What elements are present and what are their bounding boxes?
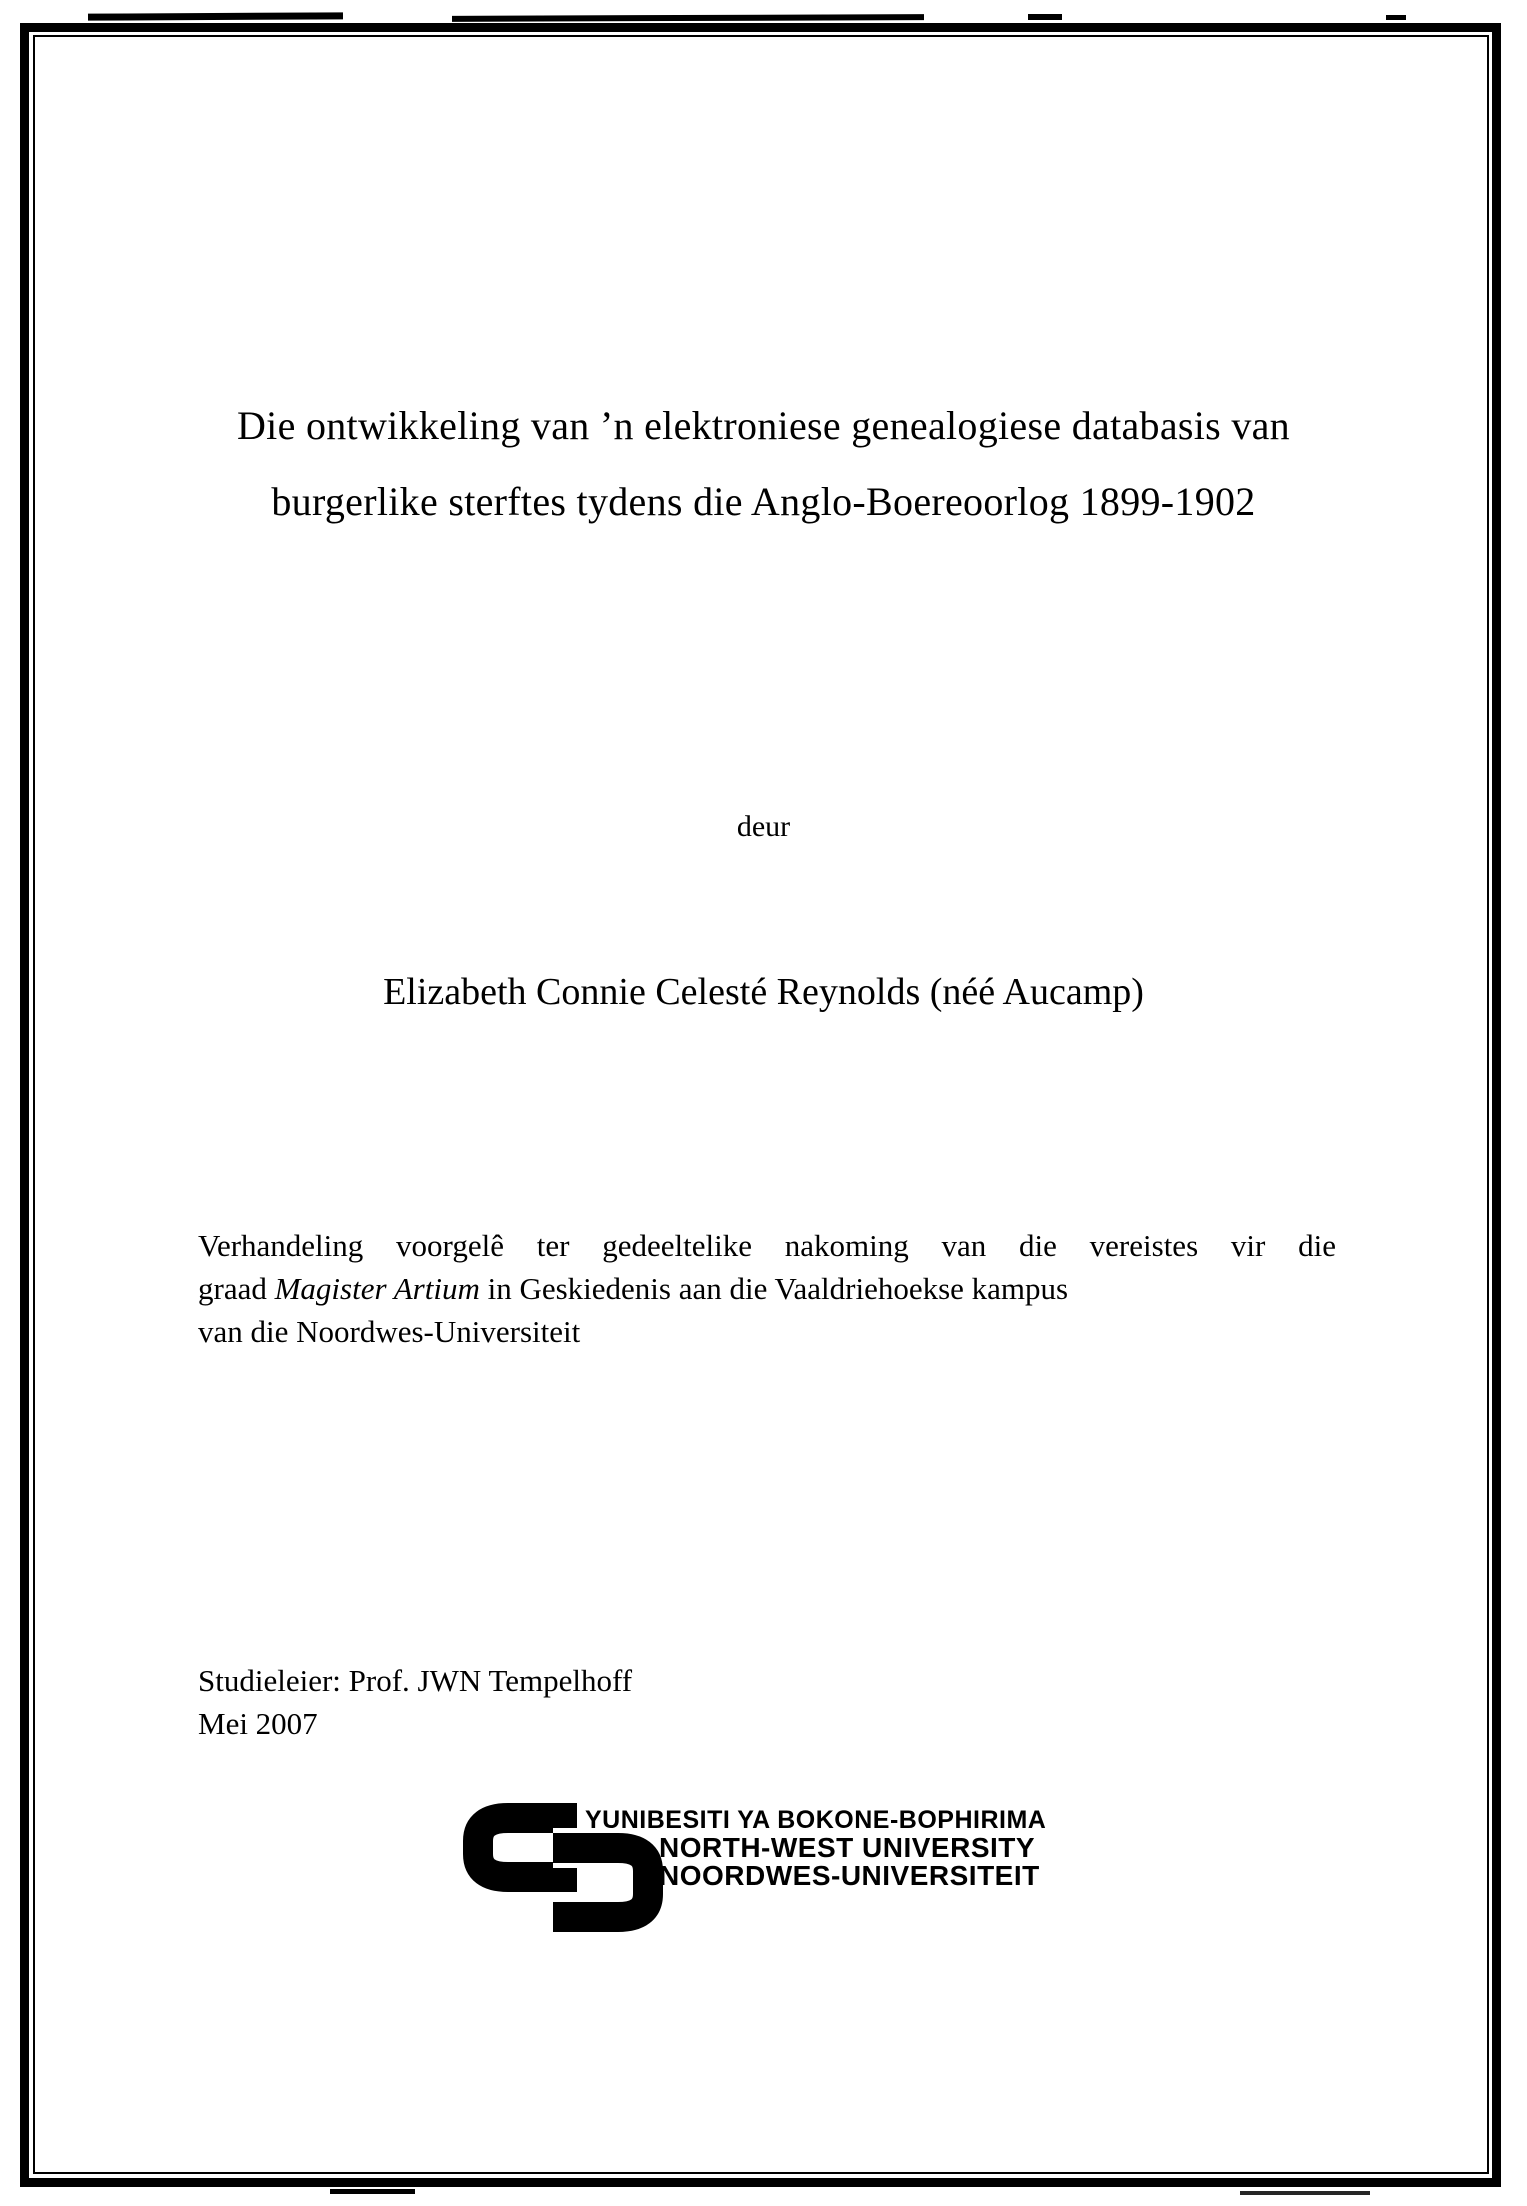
scan-artifact <box>1386 15 1406 20</box>
byline-deur: deur <box>736 810 791 843</box>
degree-name-italic: Magister Artium <box>274 1271 480 1306</box>
declaration-line-3: van die Noordwes-Universiteit <box>198 1314 581 1349</box>
scan-artifact <box>1240 2191 1370 2195</box>
declaration-line2-suffix: in Geskiedenis aan die Vaaldriehoekse kampus <box>479 1271 1069 1306</box>
thesis-title-line-1: Die ontwikkeling van ’n elektroniese genealogiese databasis van <box>236 403 1290 448</box>
university-logo-text <box>585 1806 1046 1890</box>
scan-artifact <box>88 12 343 20</box>
declaration-line-1: Verhandeling voorgelê ter gedeeltelike nakoming van die vereistes vir die <box>198 1228 1336 1263</box>
logo-line-setswana: YUNIBESITI YA BOKONE-BOPHIRIMA <box>585 1806 1047 1834</box>
supervisor-line: Studieleier: Prof. JWN Tempelhoff <box>198 1663 633 1698</box>
scan-artifact <box>330 2189 415 2194</box>
scan-artifact <box>1028 14 1062 20</box>
date-line: Mei 2007 <box>198 1706 318 1741</box>
thesis-title <box>95 388 1432 540</box>
university-logo <box>463 1799 1123 1944</box>
logo-line-english: NORTH-WEST UNIVERSITY <box>659 1832 1036 1863</box>
logo-line-afrikaans: NOORDWES-UNIVERSITEIT <box>659 1860 1040 1891</box>
scan-artifact <box>452 14 924 22</box>
author-name: Elizabeth Connie Celesté Reynolds (néé Aucamp) <box>383 971 1144 1013</box>
declaration-line-2 <box>198 1267 1336 1310</box>
thesis-title-line-2: burgerlike sterftes tydens die Anglo-Boereoorlog 1899-1902 <box>271 479 1256 524</box>
declaration-line2-prefix: graad <box>198 1271 275 1306</box>
degree-declaration <box>198 1224 1336 1353</box>
supervisor-block <box>198 1659 632 1745</box>
